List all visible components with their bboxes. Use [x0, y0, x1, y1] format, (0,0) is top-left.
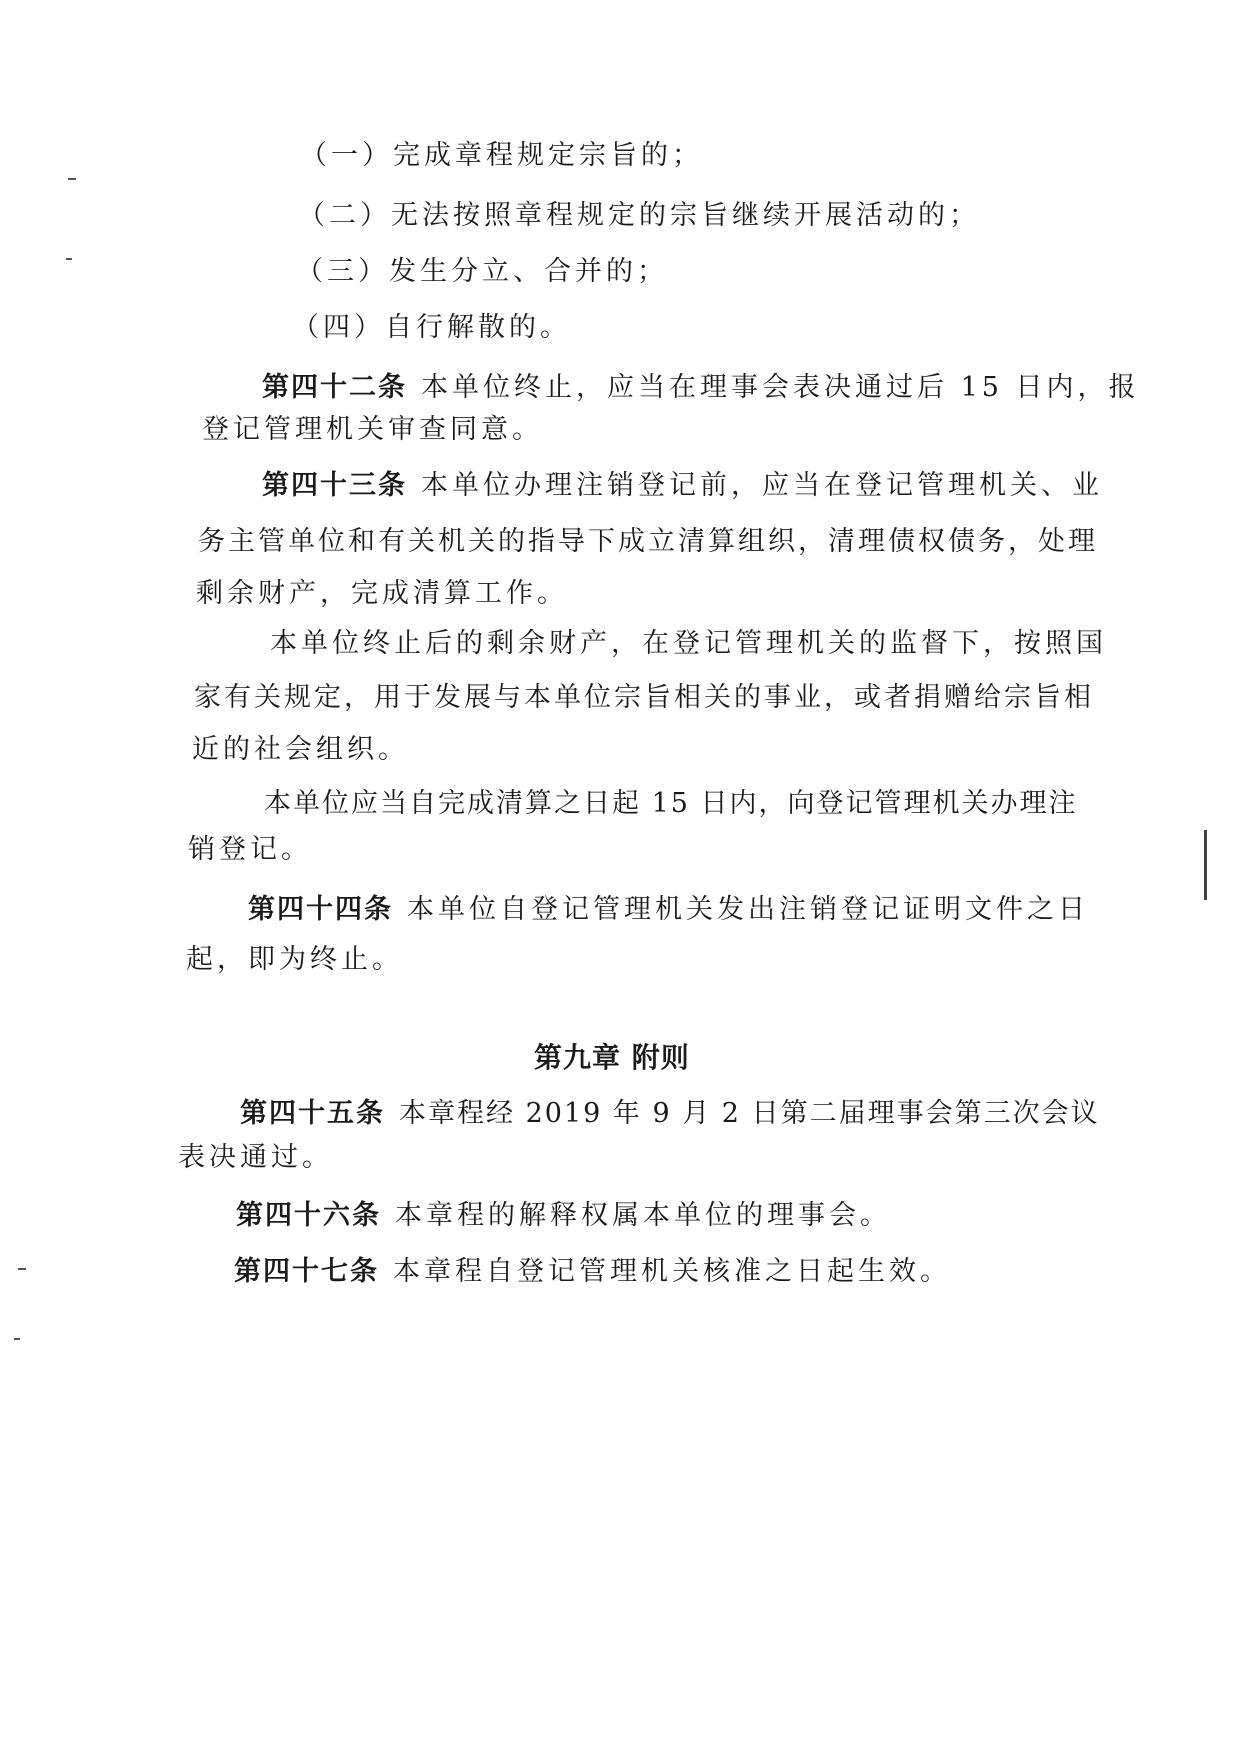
article-46-text-1: 本章程的解释权属本单位的理事会。 [395, 1200, 891, 1231]
article-43-para-3-line-1: 本单位应当自完成清算之日起 15 日内，向登记管理机关办理注 [264, 788, 1078, 819]
clause-item: （二）无法按照章程规定的宗旨继续开展活动的； [298, 200, 980, 231]
article-42-line-1 [262, 368, 1140, 408]
article-44-label: 第四十四条 [248, 894, 393, 925]
clause-item: （四）自行解散的。 [292, 312, 571, 343]
scan-speck [66, 258, 72, 260]
article-45-text-1: 本章程经 2019 年 9 月 2 日第二届理事会第三次会议 [399, 1098, 1100, 1129]
scan-speck [18, 1268, 26, 1270]
article-44-text-1: 本单位自登记管理机关发出注销登记证明文件之日 [407, 894, 1089, 925]
article-43-label: 第四十三条 [262, 470, 407, 501]
article-42-text-1: 本单位终止，应当在理事会表决通过后 15 日内，报 [421, 372, 1140, 403]
article-43-line-1 [262, 466, 1103, 506]
article-43-text-1: 本单位办理注销登记前，应当在登记管理机关、业 [421, 470, 1103, 501]
article-45-label: 第四十五条 [240, 1098, 385, 1129]
article-46-line-1 [236, 1196, 891, 1236]
article-42-line-2: 登记管理机关审查同意。 [202, 414, 543, 445]
scan-speck [14, 1338, 20, 1340]
article-47-label: 第四十七条 [234, 1256, 379, 1287]
article-43-para-2-line-1: 本单位终止后的剩余财产，在登记管理机关的监督下，按照国 [270, 628, 1107, 659]
article-47-text-1: 本章程自登记管理机关核准之日起生效。 [393, 1256, 951, 1287]
article-42-label: 第四十二条 [262, 372, 407, 403]
article-43-line-3: 剩余财产，完成清算工作。 [196, 578, 568, 609]
article-43-line-2: 务主管单位和有关机关的指导下成立清算组织，清理债权债务，处理 [198, 526, 1098, 557]
scan-speck [68, 178, 76, 180]
article-45-line-1 [240, 1094, 1100, 1134]
article-43-para-2-line-2: 家有关规定，用于发展与本单位宗旨相关的事业，或者捐赠给宗旨相 [194, 682, 1094, 713]
binding-mark [1204, 830, 1207, 900]
clause-item: （三）发生分立、合并的； [296, 256, 668, 287]
article-45-line-2: 表决通过。 [178, 1142, 333, 1173]
article-47-line-1 [234, 1252, 951, 1292]
chapter-heading: 第九章 附则 [534, 1041, 690, 1074]
article-44-line-2: 起，即为终止。 [186, 944, 403, 975]
article-43-para-2-line-3: 近的社会组织。 [192, 734, 409, 765]
article-43-para-3-line-2: 销登记。 [188, 834, 312, 865]
clause-item: （一）完成章程规定宗旨的； [300, 140, 703, 171]
article-44-line-1 [248, 890, 1089, 930]
article-46-label: 第四十六条 [236, 1200, 381, 1231]
